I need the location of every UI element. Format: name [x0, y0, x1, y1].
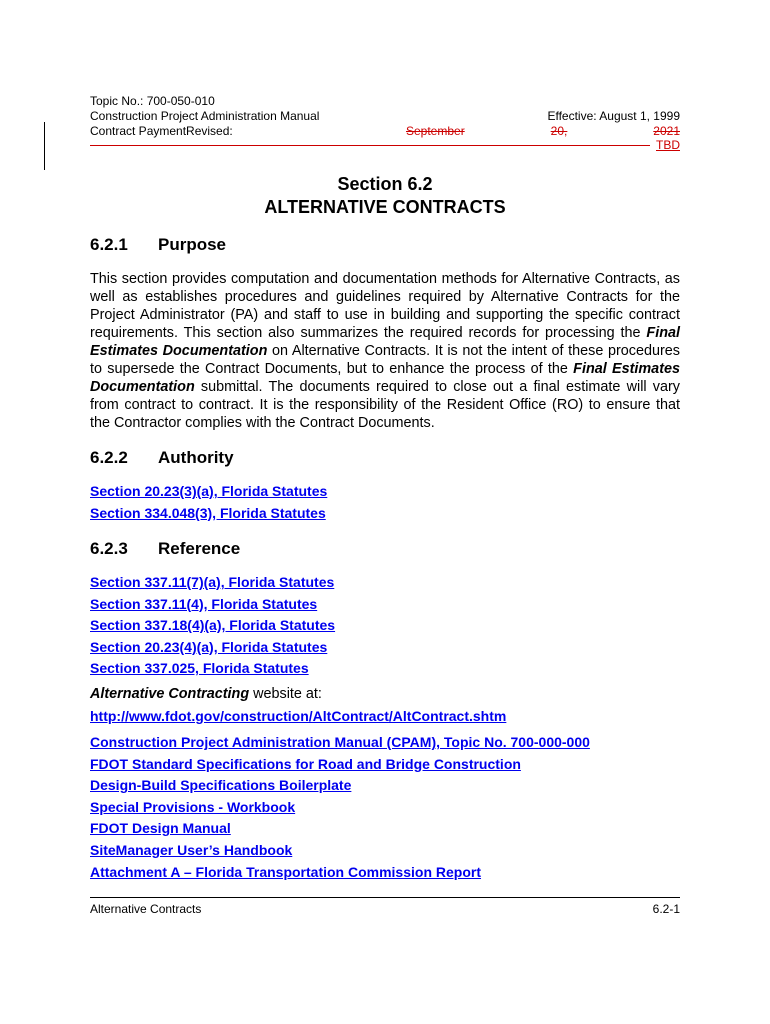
chapter-name: Contract PaymentRevised: [90, 124, 233, 138]
revision-change-bar [44, 122, 45, 170]
reference-doc-link-1[interactable]: Construction Project Administration Manual (CPAM), Topic No. 700-000-000 [90, 734, 590, 750]
purpose-heading [90, 235, 226, 255]
purpose-text-1: This section provides computation and documentation methods for Alternative Contracts, as well as establishes procedures and guidelines required by Alternative Contracts for the Project Administrator (PA) and staff to use in building and supporting the specific contract requirements. This section also summarizes the required records for processing the [90, 271, 680, 341]
page-number: 6.2-1 [652, 902, 680, 916]
purpose-text-2: on Alternative Contracts. It is not the intent of these procedures to supersede the Contract Documents, but to enhance the process of the [90, 343, 680, 377]
section-number: Section 6.2 [337, 174, 433, 194]
authority-links [90, 481, 327, 524]
manual-name: Construction Project Administration Manual [90, 109, 320, 123]
reference-doc-link-4[interactable]: Special Provisions - Workbook [90, 798, 296, 815]
alt-contracting-line [90, 686, 322, 702]
reference-link-3[interactable]: Section 337.18(4)(a), Florida Statutes [90, 617, 336, 634]
old-day: 20, [550, 124, 568, 138]
reference-link-1[interactable]: Section 337.11(7)(a), Florida Statutes [90, 574, 335, 590]
document-header-right [406, 109, 680, 139]
purpose-emphasis-2: Final Estimates Documentation [90, 361, 680, 395]
purpose-title: Purpose [158, 235, 227, 254]
reference-link-5[interactable]: Section 337.025, Florida Statutes [90, 660, 309, 677]
reference-link-4[interactable]: Section 20.23(4)(a), Florida Statutes [90, 638, 328, 655]
effective-date: Effective: August 1, 1999 [547, 109, 680, 123]
purpose-text-3: submittal. The documents required to close out a final estimate will vary from contract to contract. It is the responsibility of the Resident Office (RO) to ensure that the Contractor complies with the Contract Documents. [90, 379, 680, 431]
purpose-emphasis-1: Final Estimates Documentation [90, 325, 680, 359]
reference-doc-link-2[interactable]: FDOT Standard Specifications for Road and Bridge Construction [90, 755, 521, 772]
reference-heading [90, 539, 240, 559]
reference-doc-link-6[interactable]: SiteManager User’s Handbook [90, 841, 293, 858]
document-header-left [90, 94, 319, 139]
purpose-number: 6.2.1 [90, 235, 128, 254]
footer-divider [90, 897, 680, 898]
reference-statute-links [90, 572, 335, 680]
reference-number: 6.2.3 [90, 539, 128, 558]
revised-date-struck [406, 124, 680, 139]
reference-doc-link-7[interactable]: Attachment A – Florida Transportation Commission Report [90, 863, 482, 880]
authority-link-2[interactable]: Section 334.048(3), Florida Statutes [90, 504, 326, 521]
alt-contracting-suffix: website at: [249, 686, 322, 702]
reference-doc-link-3[interactable]: Design-Build Specifications Boilerplate [90, 777, 352, 794]
new-revised-date: TBD [656, 138, 680, 152]
reference-title: Reference [158, 539, 241, 558]
alt-contracting-label: Alternative Contracting [90, 686, 250, 702]
authority-heading [90, 448, 234, 468]
reference-link-2[interactable]: Section 337.11(4), Florida Statutes [90, 595, 318, 612]
reference-document-links [90, 732, 590, 883]
authority-number: 6.2.2 [90, 448, 128, 467]
old-month: September [406, 124, 465, 138]
header-divider [90, 145, 650, 146]
footer-title: Alternative Contracts [90, 902, 202, 916]
reference-doc-link-5[interactable]: FDOT Design Manual [90, 820, 231, 837]
old-year: 2021 [653, 124, 680, 138]
topic-number: Topic No.: 700-050-010 [90, 94, 215, 108]
authority-title: Authority [158, 448, 234, 467]
authority-link-1[interactable]: Section 20.23(3)(a), Florida Statutes [90, 483, 328, 499]
alt-contracting-url[interactable]: http://www.fdot.gov/construction/AltContract/AltContract.shtm [90, 708, 507, 724]
purpose-paragraph [90, 270, 680, 432]
section-title: ALTERNATIVE CONTRACTS [264, 197, 506, 217]
